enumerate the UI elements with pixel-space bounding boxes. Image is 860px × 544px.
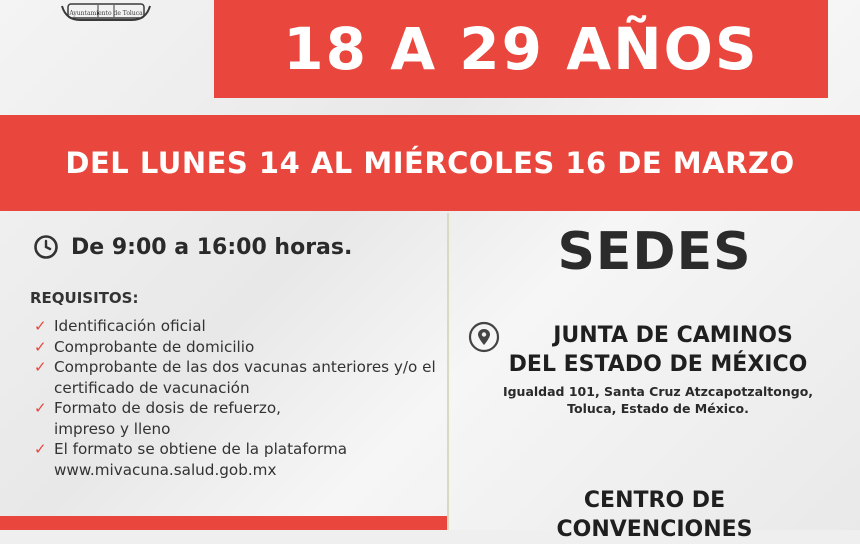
requirement-item: ✓ Identificación oficial xyxy=(34,317,206,335)
clock-icon xyxy=(33,234,59,260)
hours-text: De 9:00 a 16:00 horas. xyxy=(71,234,353,260)
requirements-list xyxy=(34,316,454,480)
requirement-item: ✓ Formato de dosis de refuerzo, impreso y lleno xyxy=(34,399,281,438)
checkmark-icon: ✓ xyxy=(34,317,47,335)
checkmark-icon: ✓ xyxy=(34,337,47,356)
sedes-title: SEDES xyxy=(557,222,752,282)
platform-url: www.mivacuna.salud.gob.mx xyxy=(54,460,277,479)
toluca-logo xyxy=(58,0,154,24)
date-text: DEL LUNES 14 AL MIÉRCOLES 16 DE MARZO xyxy=(65,146,795,180)
date-banner xyxy=(0,115,860,211)
age-range-banner xyxy=(214,0,828,98)
venue-address: Igualdad 101, Santa Cruz Atzcapotzaltongo, Toluca, Estado de México. xyxy=(502,384,814,416)
requirement-item: ✓ Comprobante de domicilio xyxy=(34,337,255,356)
requirement-item: ✓ El formato se obtiene de la plataforma xyxy=(34,440,348,458)
venue-name: JUNTA DE CAMINOS DEL ESTADO DE MÉXICO xyxy=(508,323,808,377)
age-range-text: 18 A 29 AÑOS xyxy=(283,15,759,83)
requirement-item: ✓ Comprobante de las dos vacunas anteriores y/o el certificado de vacunación xyxy=(34,358,436,397)
svg-text:Ayuntamiento de Toluca: Ayuntamiento de Toluca xyxy=(69,10,143,17)
checkmark-icon: ✓ xyxy=(34,399,47,417)
requirements-title: REQUISITOS: xyxy=(30,289,139,307)
hours-row xyxy=(33,234,352,260)
venue-centro-de-convenciones: CENTRO DE CONVENCIONES xyxy=(556,488,753,542)
bottom-red-band xyxy=(0,516,447,530)
checkmark-icon: ✓ xyxy=(34,440,47,458)
checkmark-icon: ✓ xyxy=(34,358,47,376)
